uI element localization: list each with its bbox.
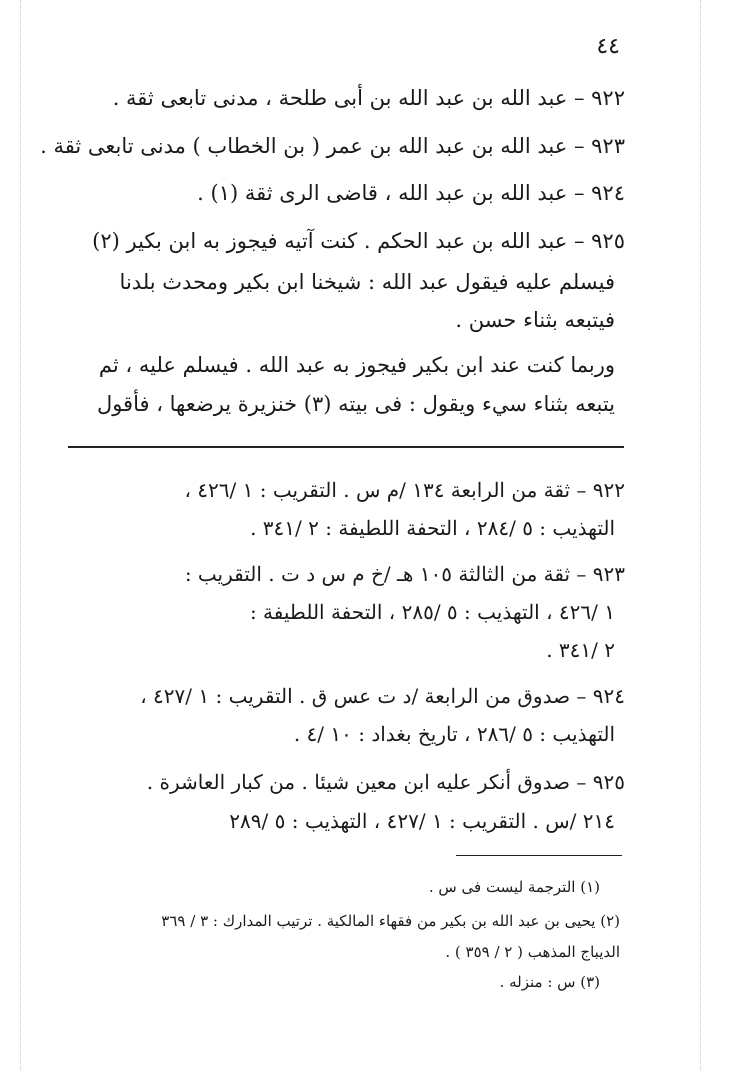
note-924-continuation: التهذيب : ٥ /٢٨٦ ، تاريخ بغداد : ١٠ /٤ . bbox=[293, 722, 615, 746]
note-923: ٩٢٣ – ثقة من الثالثة ١٠٥ هـ /خ م س د ت . التقريب : bbox=[184, 562, 625, 586]
note-924: ٩٢٤ – صدوق من الرابعة /د ت عس ق . التقريب : ١ /٤٢٧ ، bbox=[140, 684, 625, 708]
footnote-2: (٢) يحيى بن عبد الله بن بكير من فقهاء المالكية . ترتيب المدارك : ٣ / ٣٦٩ bbox=[161, 912, 620, 930]
entry-922: ٩٢٢ – عبد الله بن عبد الله بن أبى طلحة ، مدنى تابعى ثقة . bbox=[112, 86, 625, 110]
footnote-3: (٣) س : منزله . bbox=[499, 973, 600, 991]
entry-925-paragraph: وربما كنت عند ابن بكير فيجوز به عبد الله . فيسلم عليه ، ثم bbox=[98, 353, 615, 377]
entry-925-continuation: فيتبعه بثناء حسن . bbox=[455, 308, 615, 332]
note-925: ٩٢٥ – صدوق أنكر عليه ابن معين شيئا . من كبار العاشرة . bbox=[146, 770, 625, 794]
section-divider bbox=[68, 446, 624, 448]
note-923-continuation: ٢ /٣٤١ . bbox=[546, 638, 615, 662]
page-number: ٤٤ bbox=[596, 34, 620, 59]
note-922-continuation: التهذيب : ٥ /٢٨٤ ، التحفة اللطيفة : ٢ /٣٤١ . bbox=[250, 516, 615, 540]
scan-margin-guide bbox=[700, 0, 701, 1070]
note-922: ٩٢٢ – ثقة من الرابعة ١٣٤ /م س . التقريب : ١ /٤٢٦ ، bbox=[184, 478, 625, 502]
entry-923: ٩٢٣ – عبد الله بن عبد الله بن عمر ( بن الخطاب ) مدنى تابعى ثقة . bbox=[40, 134, 625, 158]
footnote-1: (١) الترجمة ليست فى س . bbox=[428, 878, 600, 896]
footnote-2-continuation: الديباج المذهب ( ٢ / ٣٥٩ ) . bbox=[445, 943, 620, 961]
entry-925-continuation: فيسلم عليه فيقول عبد الله : شيخنا ابن بكير ومحدث بلدنا bbox=[119, 270, 615, 294]
entry-925-paragraph: يتبعه بثناء سيء ويقول : فى بيته (٣) خنزيرة يرضعها ، فأقول bbox=[96, 392, 615, 416]
footnote-divider bbox=[456, 855, 622, 856]
entry-925: ٩٢٥ – عبد الله بن عبد الحكم . كنت آتيه فيجوز به ابن بكير (٢) bbox=[92, 229, 625, 253]
entry-924: ٩٢٤ – عبد الله بن عبد الله ، قاضى الرى ثقة (١) . bbox=[197, 181, 625, 205]
scan-margin-guide bbox=[20, 0, 21, 1070]
note-925-continuation: ٢١٤ /س . التقريب : ١ /٤٢٧ ، التهذيب : ٥ /٢٨٩ bbox=[229, 809, 615, 833]
note-923-continuation: ١ /٤٢٦ ، التهذيب : ٥ /٢٨٥ ، التحفة اللطيفة : bbox=[249, 600, 615, 624]
